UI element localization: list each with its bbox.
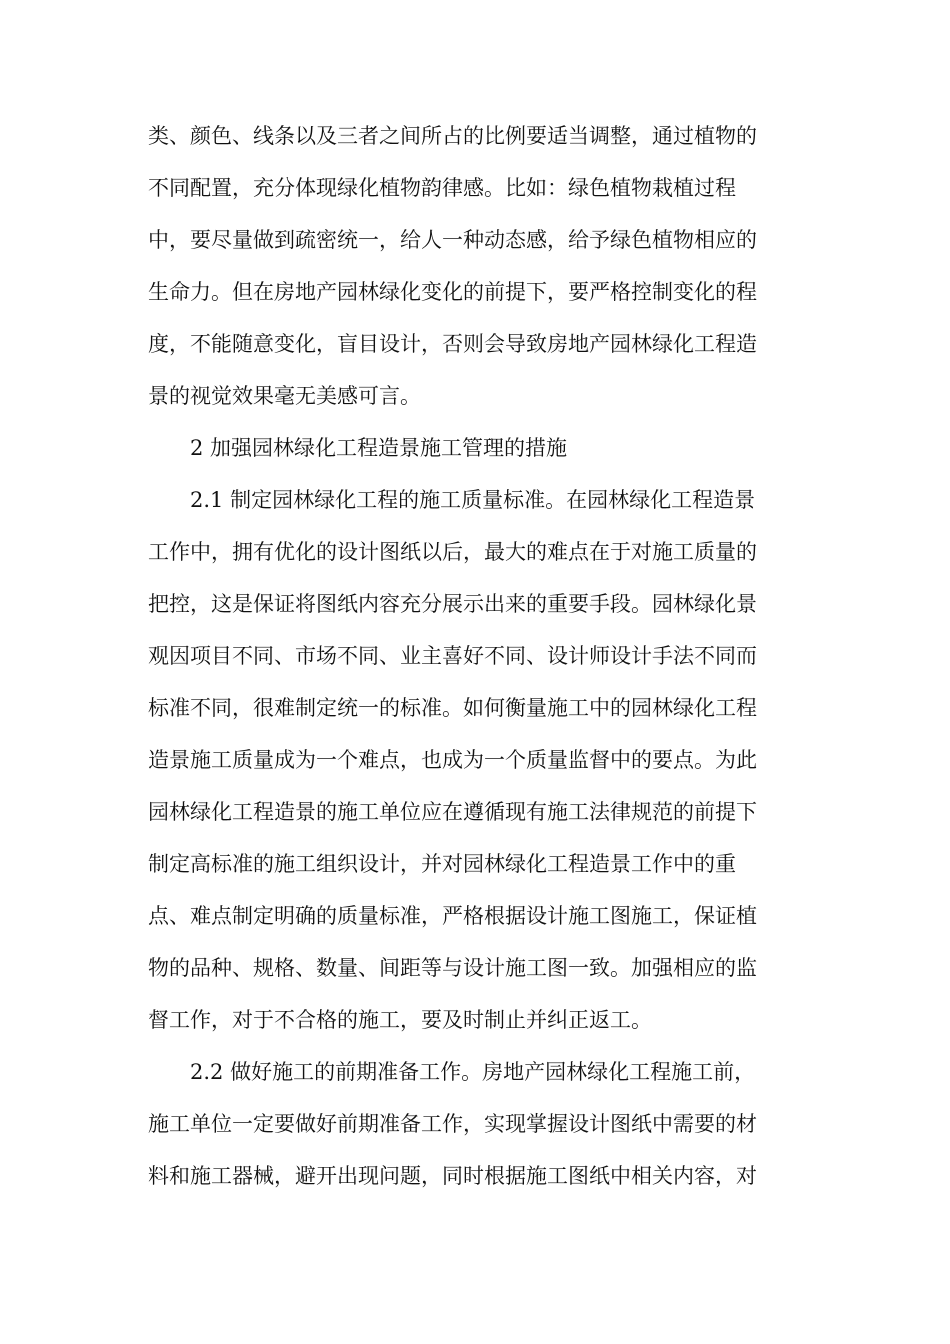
section-heading: 2 加强园林绿化工程造景施工管理的措施 [190, 436, 568, 460]
text-line: 物的品种、规格、数量、间距等与设计施工图一致。加强相应的监 [148, 956, 757, 980]
text-line: 类、颜色、线条以及三者之间所占的比例要适当调整，通过植物的 [148, 124, 757, 148]
text-line: 度，不能随意变化，盲目设计，否则会导致房地产园林绿化工程造 [148, 332, 757, 356]
text-line: 造景施工质量成为一个难点，也成为一个质量监督中的要点。为此 [148, 748, 757, 772]
text-line: 标准不同，很难制定统一的标准。如何衡量施工中的园林绿化工程 [148, 696, 757, 720]
text-line: 施工单位一定要做好前期准备工作，实现掌握设计图纸中需要的材 [148, 1112, 757, 1136]
text-line: 生命力。但在房地产园林绿化变化的前提下，要严格控制变化的程 [148, 280, 757, 304]
text-line: 制定高标准的施工组织设计，并对园林绿化工程造景工作中的重 [148, 852, 736, 876]
text-line: 督工作，对于不合格的施工，要及时制止并纠正返工。 [148, 1008, 652, 1032]
subsection-heading: 2.2 做好施工的前期准备工作。房地产园林绿化工程施工前， [190, 1060, 756, 1084]
text-line: 园林绿化工程造景的施工单位应在遵循现有施工法律规范的前提下 [148, 800, 757, 824]
text-line: 把控，这是保证将图纸内容充分展示出来的重要手段。园林绿化景 [148, 592, 757, 616]
text-line: 中，要尽量做到疏密统一，给人一种动态感，给予绿色植物相应的 [148, 228, 757, 252]
text-line: 观因项目不同、市场不同、业主喜好不同、设计师设计手法不同而 [148, 644, 757, 668]
text-line: 点、难点制定明确的质量标准，严格根据设计施工图施工，保证植 [148, 904, 757, 928]
text-line: 工作中，拥有优化的设计图纸以后，最大的难点在于对施工质量的 [148, 540, 757, 564]
text-line: 料和施工器械，避开出现问题，同时根据施工图纸中相关内容，对 [148, 1164, 757, 1188]
text-line: 景的视觉效果毫无美感可言。 [148, 384, 421, 408]
subsection-heading: 2.1 制定园林绿化工程的施工质量标准。在园林绿化工程造景 [190, 488, 756, 512]
text-line: 不同配置，充分体现绿化植物韵律感。比如：绿色植物栽植过程 [148, 176, 736, 200]
